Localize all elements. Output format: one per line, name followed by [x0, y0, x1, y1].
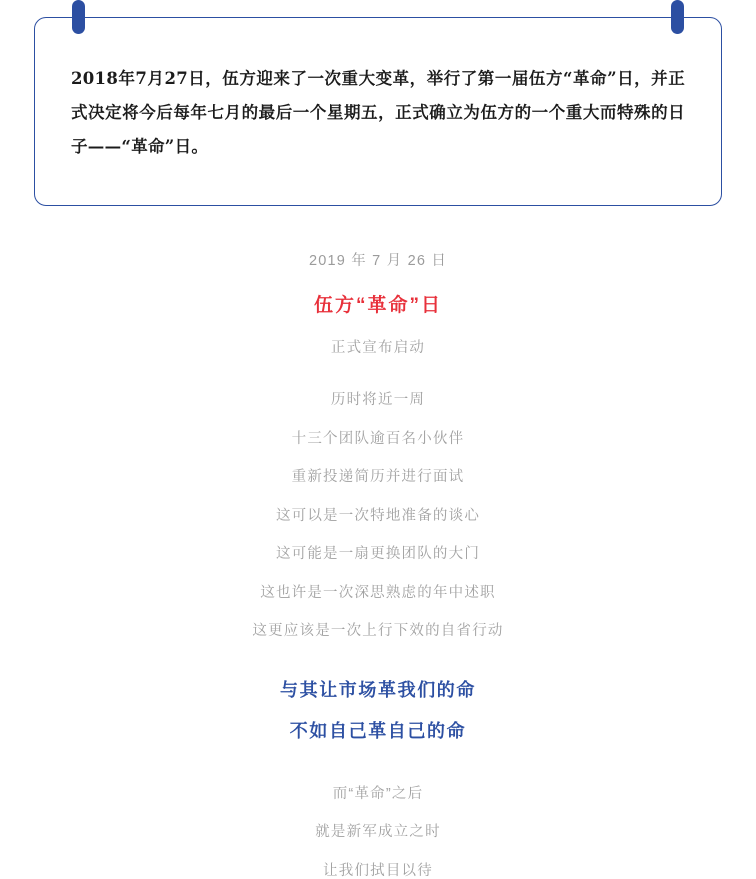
pin-left-icon	[72, 0, 85, 34]
poem-line-6: 这也许是一次深思熟虑的年中述职	[260, 584, 496, 601]
quote-card	[34, 17, 722, 206]
poem-section	[0, 254, 756, 878]
quote-card-wrapper	[34, 17, 722, 206]
poem-highlight-1: 与其让市场革我们的命	[280, 679, 476, 700]
poem-tail-3: 让我们拭目以待	[323, 862, 433, 879]
poem-tail-1: 而“革命”之后	[332, 785, 424, 802]
poem-date: 2019 年 7 月 26 日	[308, 253, 448, 270]
poem-title: 伍方“革命”日	[313, 294, 442, 316]
poem-line-4: 这可以是一次特地准备的谈心	[275, 507, 481, 524]
quote-paragraph: 2018年7月27日，伍方迎来了一次重大变革，举行了第一届伍方“革命”日，并正式决定将今后每年七月的最后一个星期五，正式确立为伍方的一个重大而特殊的日子——“革命”日。	[71, 69, 685, 156]
poem-highlight-2: 不如自己革自己的命	[289, 720, 467, 741]
pin-right-icon	[671, 0, 684, 34]
poem-line-7: 这更应该是一次上行下效的自省行动	[252, 623, 504, 640]
poem-subtitle: 正式宣布启动	[330, 339, 426, 356]
poem-line-2: 十三个团队逾百名小伙伴	[291, 430, 465, 447]
poem-line-3: 重新投递简历并进行面试	[291, 469, 465, 486]
poem-tail-2: 就是新军成立之时	[315, 824, 441, 841]
poem-line-1: 历时将近一周	[330, 392, 426, 409]
poem-line-5: 这可能是一扇更换团队的大门	[275, 546, 481, 563]
